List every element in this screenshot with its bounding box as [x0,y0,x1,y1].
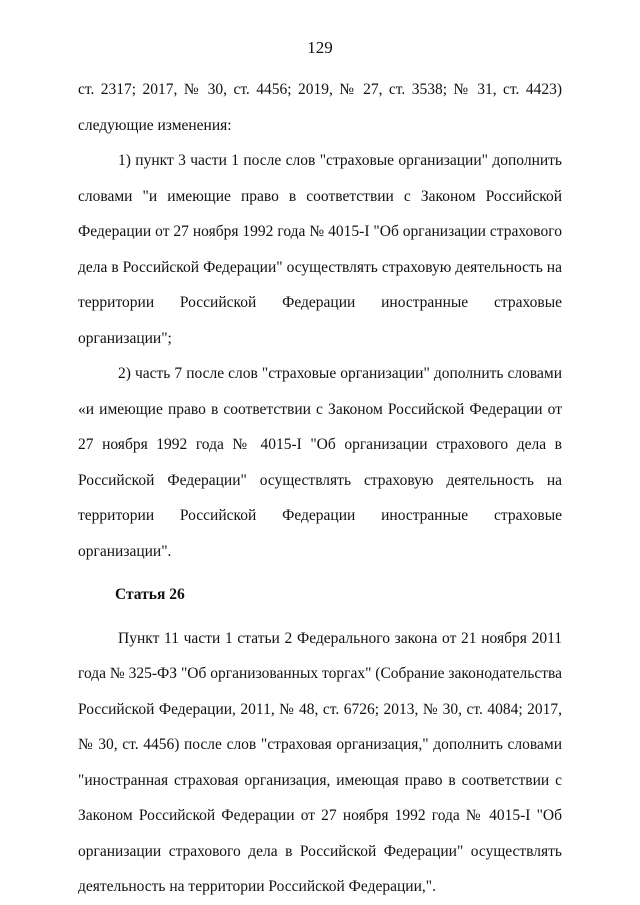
article-heading: Статья 26 [115,586,185,603]
paragraph-item-1: 1) пункт 3 части 1 после слов "страховые организации" дополнить словами "и имеющие право в соответствии с Законом Российской Федерации от 27 ноября 1992 года № 4015-I "Об организации страхового дела в Российской Федерации" осуществлять страховую деятельность на территории Российской Федерации иностранные страховые организации"; [78,152,562,347]
paragraph-continuation: ст. 2317; 2017, № 30, ст. 4456; 2019, № 27, ст. 3538; № 31, ст. 4423) следующие изменения: [78,81,562,134]
paragraph-item-2: 2) часть 7 после слов "страховые организации" дополнить словами «и имеющие право в соответствии с Законом Российской Федерации от 27 ноября 1992 года № 4015-I "Об организации страхового дела в Российской Федерации" осуществлять страховую деятельность на территории Российской Федерации иностранные страховые организации". [78,365,562,560]
document-body [78,72,562,905]
page-number: 129 [307,38,333,57]
paragraph-article-26: Пункт 11 части 1 статьи 2 Федерального закона от 21 ноября 2011 года № 325-ФЗ "Об организованных торгах" (Собрание законодательства Российской Федерации, 2011, № 48, ст. 6726; 2013, № 30, ст. 4084; 2017, № 30, ст. 4456) после слов "страховая организация," дополнить словами "иностранная страховая организация, имеющая право в соответствии с Законом Российской Федерации от 27 ноября 1992 года № 4015-I "Об организации страхового дела в Российской Федерации" осуществлять деятельность на территории Российской Федерации,". [78,629,562,895]
